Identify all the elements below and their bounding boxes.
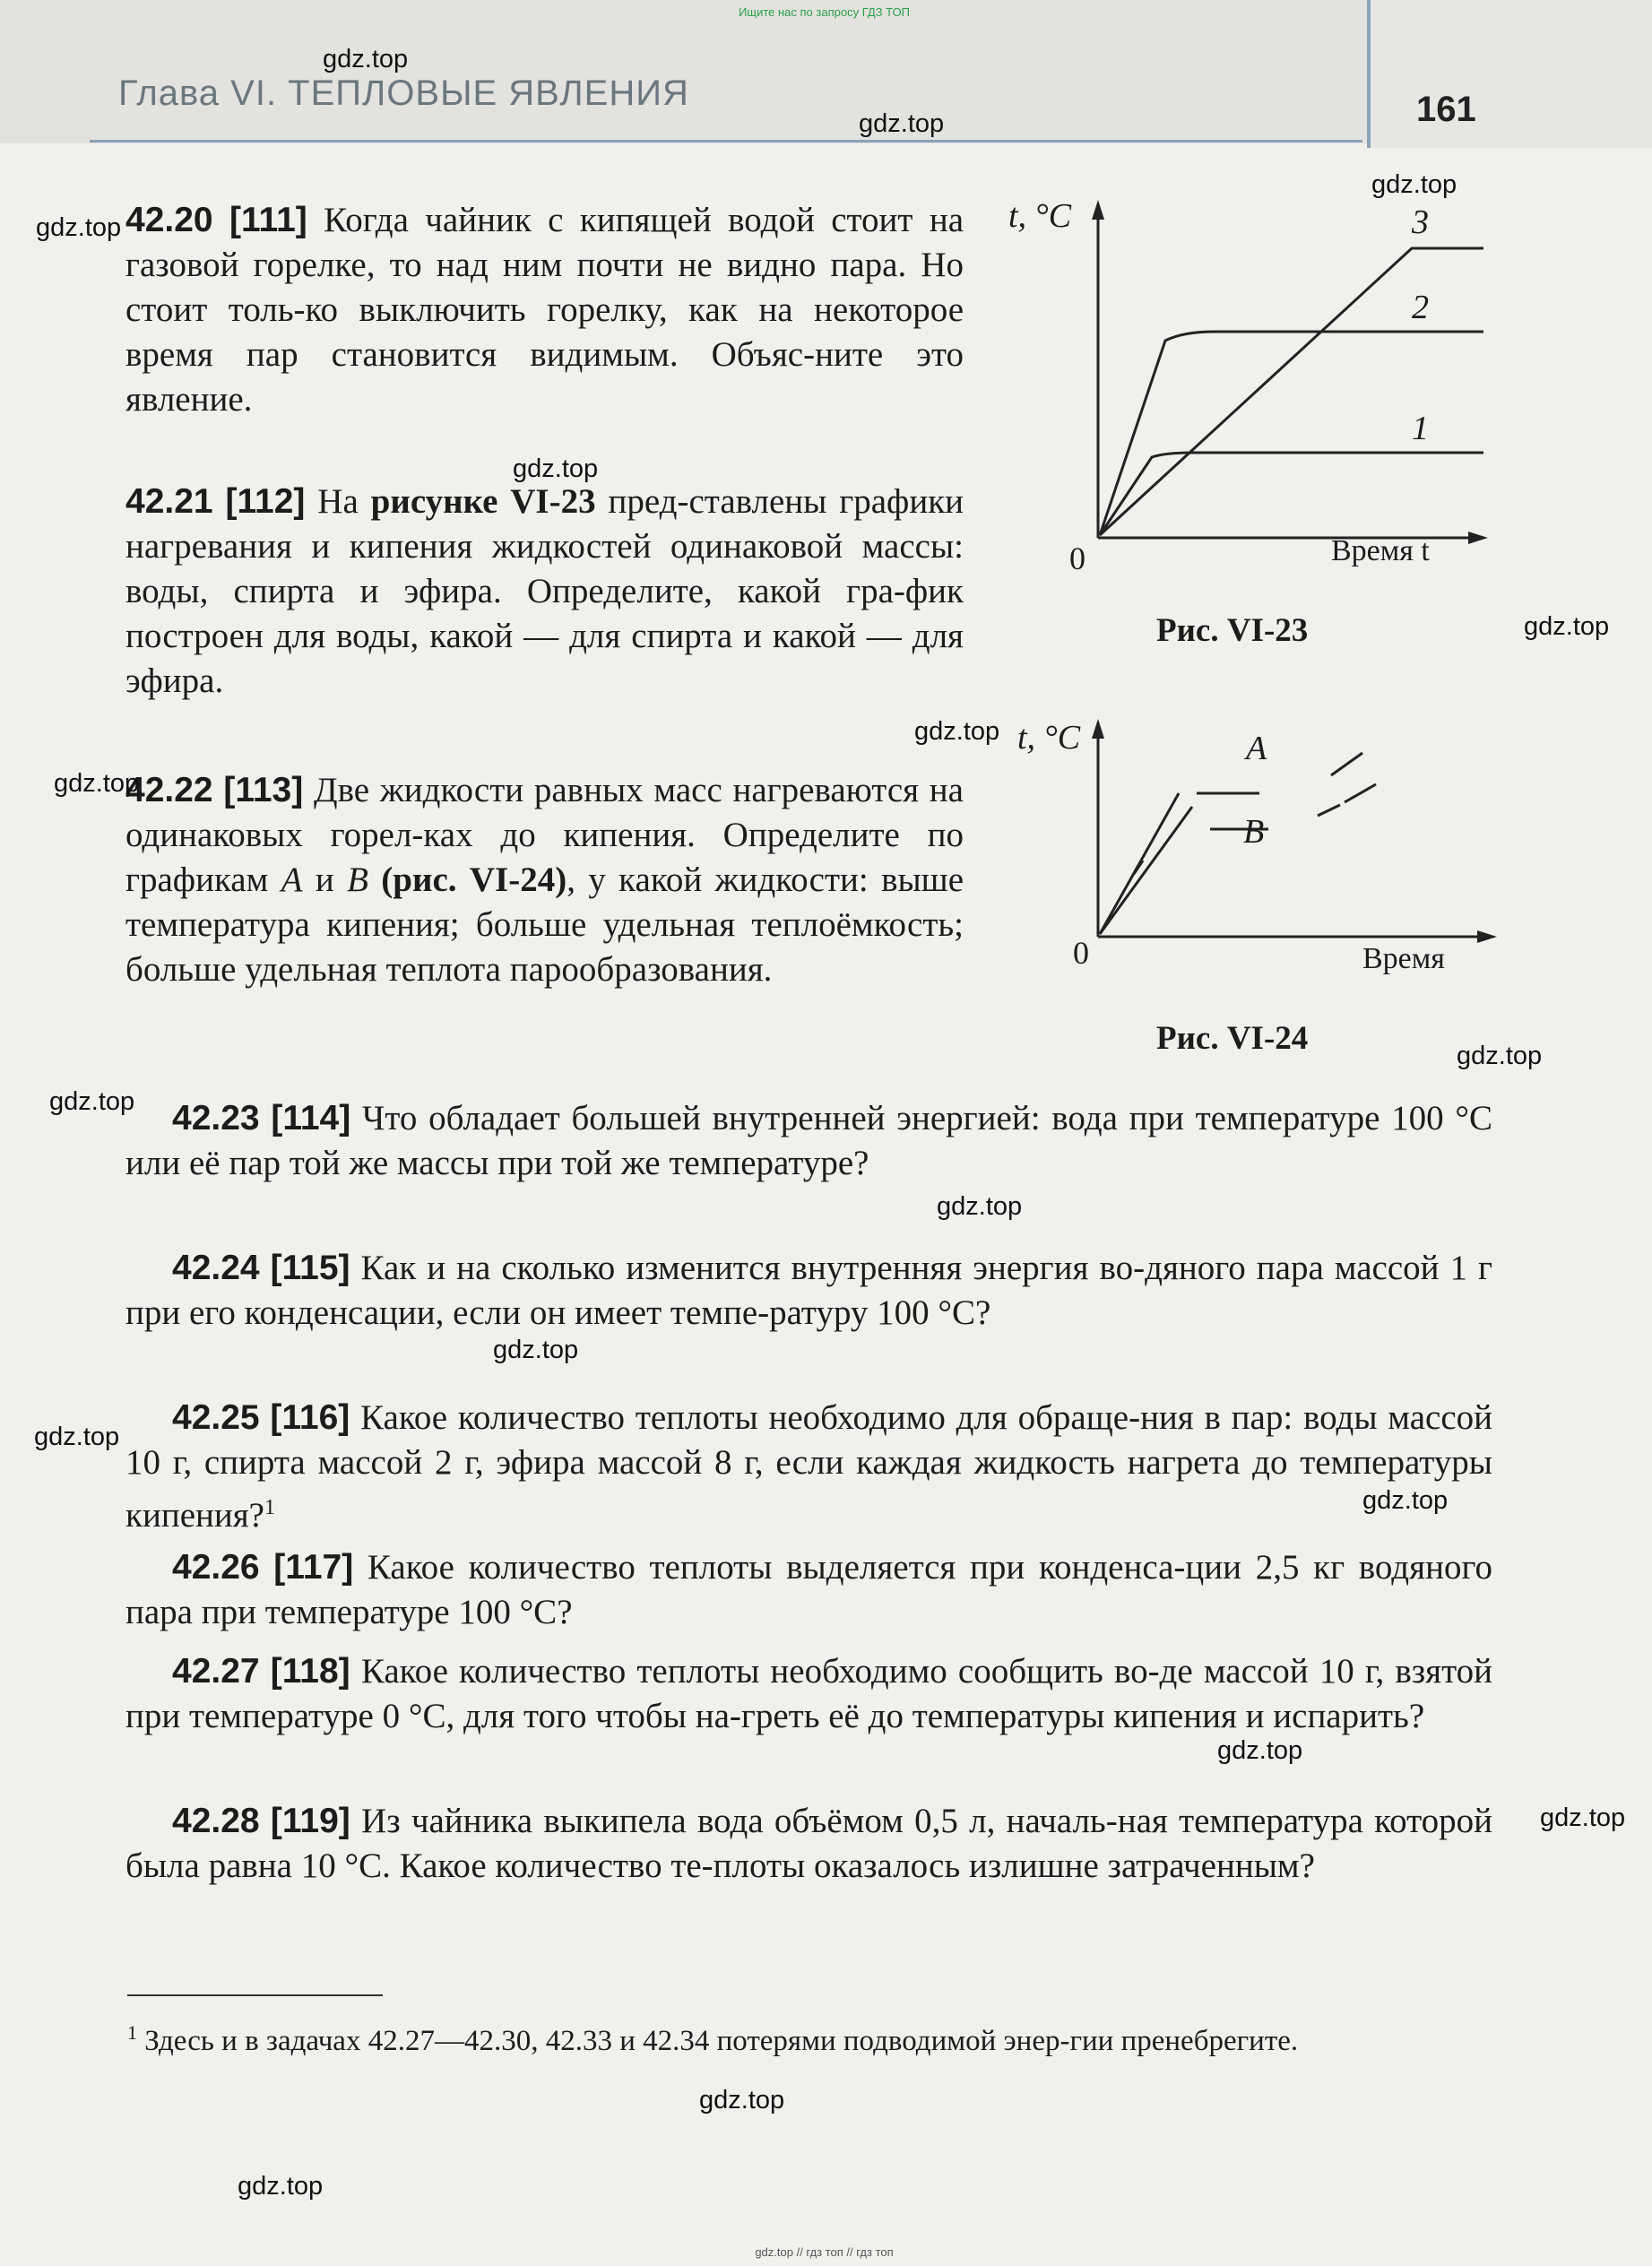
problem-42-27	[125, 1649, 1492, 1739]
watermark: gdz.top	[859, 109, 945, 138]
problem-42-21	[125, 480, 964, 704]
y-axis-arrow	[1092, 200, 1104, 220]
problem-ref: [113]	[223, 771, 304, 809]
watermark: gdz.top	[1540, 1803, 1626, 1832]
curve-2-label: 2	[1412, 289, 1429, 326]
problem-number: 42.28	[172, 1802, 260, 1840]
problem-text: Когда чайник с кипящей водой стоит на газовой горелке, то над ним почти не видно пара. Но стоит толь-ко выключить горелку, как на некоторое время пар становится видимым. Объяс-ните это явление.	[125, 201, 964, 419]
problem-text: На	[317, 482, 371, 521]
problem-text: , у какой жидкости: выше температура кипения; больше удельная теплоёмкость; больше удельная теплота парообразования.	[125, 861, 964, 989]
problem-ref: [119]	[270, 1802, 350, 1840]
curve-b-tick	[1345, 784, 1376, 802]
watermark: gdz.top	[1524, 612, 1610, 641]
footnote	[127, 2012, 1472, 2062]
chapter-title: Глава VI. ТЕПЛОВЫЕ ЯВЛЕНИЯ	[118, 74, 689, 113]
watermark: gdz.top	[54, 769, 140, 798]
curve-a-label: A	[1246, 730, 1267, 767]
problem-text: Какое количество теплоты необходимо сообщить во-де массой 10 г, взятой при температуре 0 °С, для того чтобы на-греть её до температуры кипения и испарить?	[125, 1652, 1493, 1735]
problem-text: и	[302, 861, 348, 899]
problem-number: 42.24	[172, 1249, 260, 1287]
problem-42-25	[125, 1396, 1492, 1538]
problem-text: Какое количество теплоты необходимо для обраще-ния в пар: воды массой 10 г, спирта массой 2 г, эфира массой 8 г, если каждая жидкость нагрета до температуры кипения?	[125, 1398, 1493, 1535]
curve-b	[1100, 807, 1192, 934]
problem-ref: [111]	[229, 201, 307, 239]
watermark: gdz.top	[34, 1423, 120, 1451]
footnote-rule	[127, 1994, 383, 1996]
problem-42-26	[125, 1545, 1492, 1635]
watermark: gdz.top	[1457, 1042, 1543, 1070]
problem-text: Что обладает большей внутренней энергией: вода при температуре 100 °С или её пар той же массы при той же температуре?	[125, 1099, 1493, 1182]
origin-label: 0	[1073, 935, 1089, 971]
problem-text: Какое количество теплоты выделяется при конденса-ции 2,5 кг водяного пара при температуре 100 °С?	[125, 1548, 1492, 1631]
top-note: Ищите нас по запросу ГДЗ ТОП	[739, 5, 910, 19]
problem-42-20	[125, 198, 964, 422]
footnote-mark: 1	[264, 1496, 275, 1519]
x-axis-label: Время t	[1331, 534, 1430, 567]
problem-number: 42.27	[172, 1652, 260, 1691]
watermark: gdz.top	[1217, 1736, 1303, 1765]
footnote-mark: 1	[127, 2021, 137, 2044]
watermark: gdz.top	[937, 1192, 1023, 1221]
problem-42-28	[125, 1799, 1492, 1889]
watermark: gdz.top	[513, 454, 599, 483]
problem-ref: [115]	[270, 1249, 350, 1287]
y-axis-label: t, °C	[1017, 719, 1081, 757]
watermark: gdz.top	[36, 213, 122, 242]
watermark: gdz.top	[49, 1087, 135, 1116]
figure-vi-24	[999, 699, 1501, 1076]
curve-3-label: 3	[1412, 203, 1429, 241]
problem-text: Как и на сколько изменится внутренняя энергия во-дяного пара массой 1 г при его конденсации, если он имеет темпе-ратуру 100 °С?	[125, 1249, 1492, 1332]
watermark: gdz.top	[323, 45, 409, 74]
problem-number: 42.23	[172, 1099, 260, 1137]
figure-caption: Рис. VI-24	[1156, 1020, 1309, 1057]
origin-label: 0	[1069, 541, 1085, 576]
graph-b-ref: B	[347, 861, 368, 899]
problem-ref: [116]	[270, 1398, 350, 1437]
watermark: gdz.top	[493, 1336, 579, 1364]
watermark: gdz.top	[1371, 170, 1457, 199]
watermark: gdz.top	[699, 2086, 785, 2115]
page-number: 161	[1416, 90, 1476, 129]
watermark: gdz.top	[914, 717, 1000, 746]
curve-a-tick	[1331, 753, 1362, 775]
graph-a-ref: A	[281, 861, 303, 899]
x-axis-arrow	[1477, 930, 1497, 943]
bottom-note: gdz.top // гдз топ // гдз топ	[755, 2245, 894, 2259]
y-axis-arrow	[1092, 719, 1104, 739]
page-number-box	[1367, 0, 1652, 148]
figure-reference: рисунке VI-23	[370, 482, 596, 521]
curve-tick	[1318, 805, 1340, 816]
figure-vi-23	[999, 184, 1501, 649]
header-divider	[90, 140, 1362, 143]
problem-ref: [114]	[271, 1099, 351, 1137]
x-axis-arrow	[1468, 532, 1488, 544]
curve-b-label: B	[1243, 813, 1265, 851]
problem-text: Две жидкости равных масс нагреваются на одинаковых горел-ках до кипения. Определите по графикам	[125, 771, 964, 899]
footnote-text: Здесь и в задачах 42.27—42.30, 42.33 и 42.34 потерями подводимой энер-гии пренебрегите.	[144, 2025, 1299, 2057]
figure-reference: (рис. VI-24)	[368, 861, 567, 899]
problem-42-22	[125, 768, 964, 992]
problem-number: 42.26	[172, 1548, 260, 1587]
x-axis-label: Время	[1362, 942, 1445, 975]
y-axis-label: t, °C	[1008, 197, 1072, 235]
problem-number: 42.21	[125, 482, 213, 521]
problem-number: 42.20	[125, 201, 213, 239]
watermark: gdz.top	[1362, 1486, 1449, 1515]
problem-ref: [112]	[225, 482, 306, 521]
problem-text: Из чайника выкипела вода объёмом 0,5 л, началь-ная температура которой была равна 10 °С. Какое количество те-плоты оказалось излишне затраченным?	[125, 1802, 1493, 1885]
figure-caption: Рис. VI-23	[1156, 612, 1309, 649]
problem-ref: [118]	[270, 1652, 350, 1691]
curve-1	[1100, 453, 1483, 535]
problem-number: 42.25	[172, 1398, 260, 1437]
problem-text: пред-ставлены графики нагревания и кипения жидкостей одинаковой массы: воды, спирта и эфира. Определите, какой гра-фик построен для воды, какой — для спирта и какой — для эфира.	[125, 482, 964, 700]
problem-42-24	[125, 1246, 1492, 1336]
watermark: gdz.top	[238, 2172, 324, 2201]
curve-1-label: 1	[1412, 410, 1429, 447]
problem-ref: [117]	[273, 1548, 354, 1587]
problem-42-23	[125, 1096, 1492, 1186]
problem-number: 42.22	[125, 771, 213, 809]
